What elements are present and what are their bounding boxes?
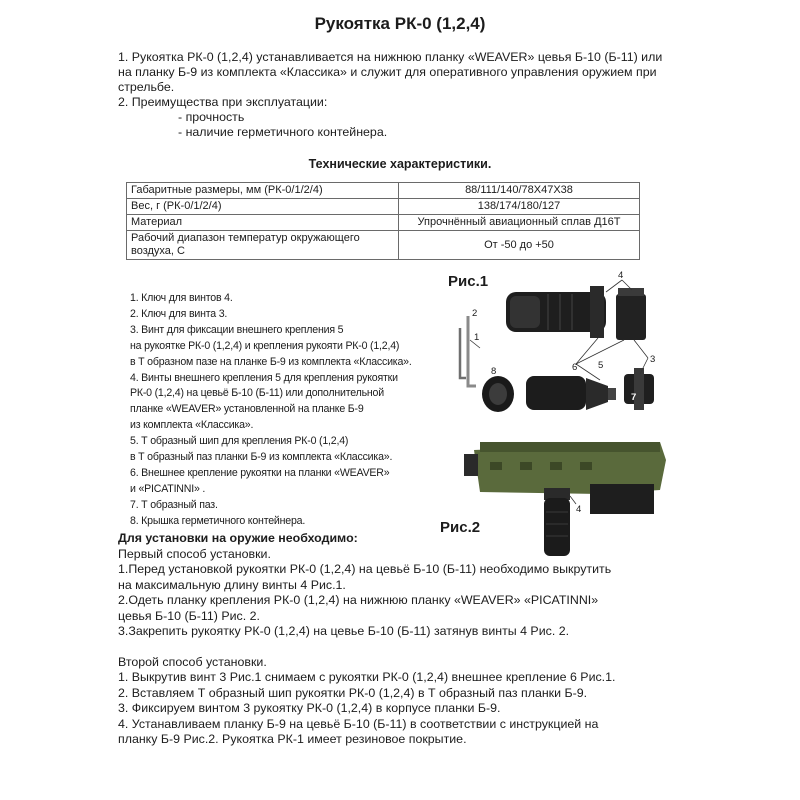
figure-1-number: 6	[572, 362, 578, 373]
method-1-step: на максимальную длину винты 4 Рис.1.	[118, 577, 346, 592]
legend-item: в Т образном пазе на планке Б-9 из комплекта «Классика».	[130, 355, 412, 368]
allen-key-2-icon	[460, 328, 466, 378]
legend-item: из комплекта «Классика».	[130, 419, 254, 432]
table-row	[127, 183, 640, 199]
external-mount-icon	[616, 288, 646, 340]
method-1-step: 1.Перед установкой рукоятки РК-0 (1,2,4) на цевьё Б-10 (Б-11) необходимо выкрутить	[118, 562, 612, 576]
method-2-step: 1. Выкрутив винт 3 Рис.1 снимаем с рукоятки РК-0 (1,2,4) внешнее крепление 6 Рис.1.	[118, 670, 616, 684]
install-heading: Для установки на оружие необходимо:	[118, 531, 358, 545]
legend-item: РК-0 (1,2,4) на цевьё Б-10 (Б-11) или дополнительной	[130, 387, 384, 400]
advantages-heading: 2. Преимущества при эксплуатации:	[118, 95, 328, 109]
spec-value: 88/111/140/78Х47Х38	[399, 183, 640, 199]
figure-1-number: 1	[474, 332, 480, 343]
legend-item: на рукоятке РК-0 (1,2,4) и крепления рукояти РК-0 (1,2,4)	[130, 339, 400, 352]
intro-line: стрельбе.	[118, 80, 175, 94]
install-section	[118, 531, 678, 748]
method-1-step: 3.Закрепить рукоятку РК-0 (1,2,4) на цевье Б-10 (Б-11) затянув винты 4 Рис. 2.	[118, 624, 570, 638]
figure-1-number: 5	[598, 360, 604, 371]
method-2-step: 3. Фиксируем винтом 3 рукоятку РК-0 (1,2,4) в корпусе планки Б-9.	[118, 701, 501, 715]
spec-name: Габаритные размеры, мм (РК-0/1/2/4)	[127, 183, 399, 199]
figure-2-label: Рис.2	[440, 519, 481, 536]
method-2-step: планку Б-9 Рис.2. Рукоятка РК-1 имеет резиновое покрытие.	[118, 732, 467, 746]
intro-line: на планку Б-9 из комплекта «Классика» и служит для оперативного управления оружием при	[118, 65, 657, 79]
method-2-step: 4. Устанавливаем планку Б-9 на цевьё Б-10 (Б-11) в соответствии с инструкцией на	[118, 716, 599, 731]
spacer	[118, 640, 678, 655]
table-row	[127, 215, 640, 231]
figure-1-label: Рис.1	[448, 273, 489, 290]
figure-1-number: 3	[650, 354, 656, 365]
table-row	[127, 231, 640, 260]
allen-key-1-icon	[468, 316, 476, 386]
spec-value: Упрочнённый авиационный сплав Д16Т	[399, 215, 640, 231]
legend-item: планке «WEAVER» установленной на планке Б-9	[130, 403, 364, 416]
table-row	[127, 199, 640, 215]
t-slot-part-icon	[624, 368, 654, 410]
parts-legend	[130, 291, 450, 530]
leader-line	[570, 496, 576, 504]
spec-name: Рабочий диапазон температур окружающего воздуха, С	[127, 231, 399, 260]
specs-heading: Технические характеристики.	[308, 157, 492, 171]
advantage-item: - наличие герметичного контейнера.	[178, 125, 388, 139]
figure-1-number: 4	[618, 270, 624, 281]
legend-item: 8. Крышка герметичного контейнера.	[130, 514, 306, 527]
spec-name: Материал	[127, 215, 399, 231]
spec-name: Вес, г (РК-0/1/2/4)	[127, 199, 399, 215]
advantage-item: - прочность	[178, 110, 245, 124]
specs-table	[126, 182, 640, 260]
legend-item: 6. Внешнее крепление рукоятки на планки «WEAVER»	[130, 466, 390, 479]
figure-1-parts-photo	[448, 268, 670, 426]
intro-section	[118, 50, 678, 140]
method-2-title: Второй способ установки.	[118, 654, 267, 669]
spec-value: От -50 до +50	[399, 231, 640, 260]
figure-1-number: 2	[472, 308, 478, 319]
grip-body-icon	[506, 286, 606, 338]
figure-2-number: 4	[576, 504, 582, 515]
legend-item: в Т образный паз планки Б-9 из комплекта «Классика».	[130, 451, 393, 464]
legend-item: 7. Т образный паз.	[130, 498, 218, 511]
container-icon	[482, 376, 616, 412]
page-title: Рукоятка РК-0 (1,2,4)	[314, 14, 486, 33]
legend-item: 4. Винты внешнего крепления 5 для крепления рукоятки	[130, 371, 398, 384]
method-1-title: Первый способ установки.	[118, 546, 271, 561]
figure-1-number: 7	[631, 392, 637, 403]
legend-item: и «PICATINNI» .	[130, 482, 206, 495]
legend-item: 5. Т образный шип для крепления РК-0 (1,2,4)	[130, 435, 349, 448]
method-1-step: цевья Б-10 (Б-11) Рис. 2.	[118, 608, 260, 623]
intro-line: 1. Рукоятка РК-0 (1,2,4) устанавливается на нижнюю планку «WEAVER» цевья Б-10 (Б-11) или	[118, 50, 663, 64]
method-1-step: 2.Одеть планку крепления РК-0 (1,2,4) на нижнюю планку «WEAVER» «PICATINNI»	[118, 593, 599, 607]
spec-value: 138/174/180/127	[399, 199, 640, 215]
method-2-step: 2. Вставляем Т образный шип рукоятки РК-0 (1,2,4) в Т образный паз планки Б-9.	[118, 685, 588, 700]
legend-item: 2. Ключ для винта 3.	[130, 307, 228, 320]
legend-item: 1. Ключ для винтов 4.	[130, 292, 233, 304]
figure-1-number: 8	[491, 366, 497, 377]
legend-item: 3. Винт для фиксации внешнего крепления 5	[130, 323, 344, 336]
